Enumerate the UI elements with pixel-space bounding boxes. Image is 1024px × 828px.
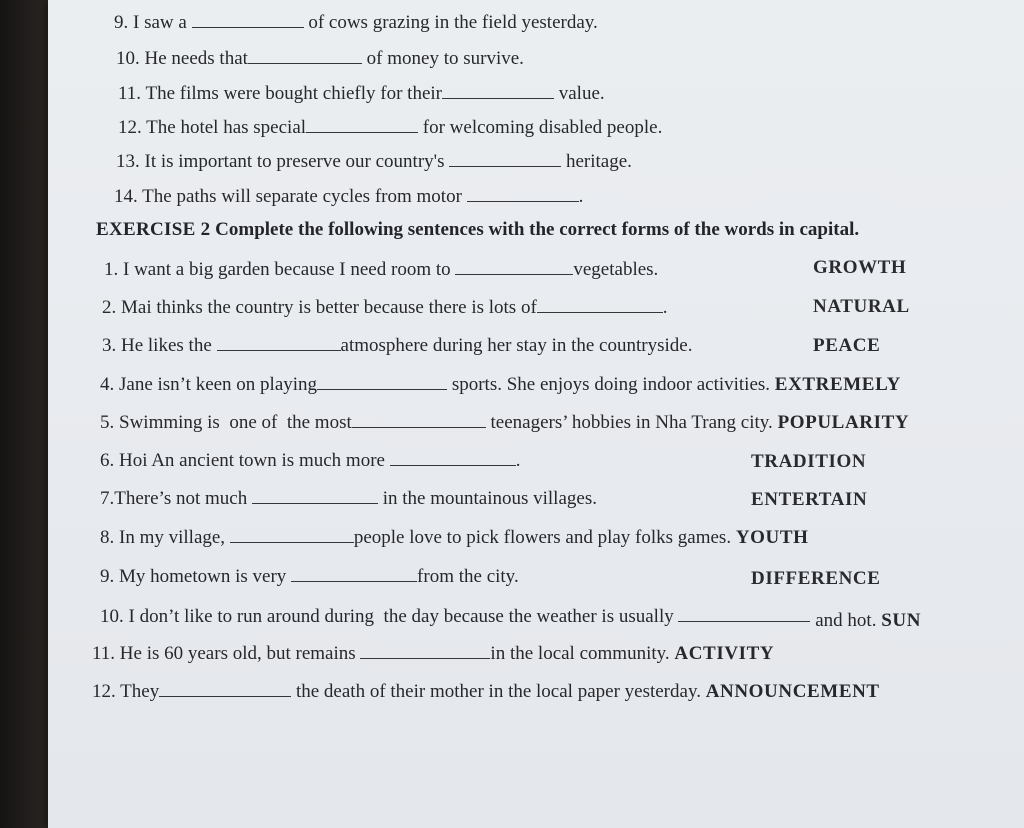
sentence-start: I don’t like to run around during the day because the weather is usually	[128, 606, 674, 627]
sentence-end: .	[515, 450, 521, 471]
ex2-item-11	[92, 641, 774, 665]
answer-blank[interactable]	[317, 372, 447, 390]
sentence-start: He is 60 years old, but remains	[119, 643, 356, 664]
ex1-item-12	[118, 115, 662, 139]
ex2-item-9	[100, 564, 519, 588]
sentence-end: .	[662, 297, 668, 318]
answer-blank[interactable]	[306, 115, 418, 133]
capital-word: ACTIVITY	[674, 643, 775, 664]
answer-blank[interactable]	[252, 486, 378, 504]
sentence-start: Mai thinks the country is better because there is lots of	[121, 297, 537, 318]
capital-word: SUN	[881, 610, 922, 631]
ex2-item-8	[100, 525, 809, 549]
answer-blank[interactable]	[467, 184, 579, 202]
item-number: 10.	[100, 606, 124, 627]
item-number: 9.	[114, 12, 129, 33]
sentence-end: teenagers’ hobbies in Nha Trang city.	[490, 412, 773, 433]
sentence-start: Swimming is one of the most	[119, 412, 352, 433]
sentence-end: vegetables.	[573, 259, 659, 280]
capital-word: DIFFERENCE	[751, 568, 881, 589]
item-number: 13.	[116, 151, 140, 172]
sentence-start: In my village,	[119, 527, 226, 548]
sentence-start: I saw a	[133, 12, 187, 33]
sentence-start: They	[120, 681, 160, 702]
item-number: 12.	[118, 117, 142, 138]
ex1-item-11	[118, 81, 605, 105]
sentence-end: .	[578, 186, 584, 207]
answer-blank[interactable]	[455, 257, 573, 275]
sentence-start: The films were bought chiefly for their	[145, 83, 442, 104]
item-number: 8.	[100, 527, 115, 548]
answer-blank[interactable]	[449, 149, 561, 167]
answer-blank[interactable]	[291, 564, 417, 582]
capital-word: TRADITION	[751, 451, 867, 472]
item-number: 7.	[100, 488, 115, 509]
sentence-end: for welcoming disabled people.	[422, 117, 663, 138]
ex2-item-12	[92, 679, 880, 703]
desk-edge	[0, 0, 52, 828]
sentence-start: It is important to preserve our country's	[144, 151, 445, 172]
capital-word: GROWTH	[813, 257, 907, 278]
sentence-end: heritage.	[565, 151, 632, 172]
capital-word: NATURAL	[813, 296, 910, 317]
item-number: 11.	[92, 643, 116, 664]
capital-word: ENTERTAIN	[751, 489, 868, 510]
item-number: 2.	[102, 297, 117, 318]
sentence-start: The hotel has special	[146, 117, 307, 138]
ex2-item-1	[104, 257, 658, 281]
sentence-end: of money to survive.	[366, 48, 524, 69]
answer-blank[interactable]	[352, 410, 486, 428]
sentence-end: atmosphere during her stay in the countryside.	[340, 335, 693, 356]
answer-blank[interactable]	[230, 525, 354, 543]
ex1-item-10	[116, 46, 524, 70]
sentence-end: the death of their mother in the local paper yesterday.	[295, 681, 701, 702]
item-number: 11.	[118, 83, 142, 104]
exercise-2-heading	[96, 219, 859, 241]
worksheet-page	[48, 0, 1024, 828]
answer-blank[interactable]	[217, 333, 341, 351]
sentence-start: Jane isn’t keen on playing	[119, 374, 318, 395]
capital-word: POPULARITY	[777, 412, 910, 433]
ex1-item-14	[114, 184, 583, 208]
sentence-start: My hometown is very	[119, 566, 287, 587]
sentence-end: in the local community.	[490, 643, 670, 664]
capital-word: YOUTH	[735, 527, 809, 548]
answer-blank[interactable]	[442, 81, 554, 99]
sentence-end: and hot.	[815, 610, 877, 631]
answer-blank[interactable]	[678, 604, 810, 622]
sentence-end: sports. She enjoys doing indoor activities.	[451, 374, 771, 395]
sentence-start: I want a big garden because I need room to	[123, 259, 451, 280]
item-number: 10.	[116, 48, 140, 69]
answer-blank[interactable]	[192, 10, 304, 28]
sentence-start: Hoi An ancient town is much more	[119, 450, 385, 471]
item-number: 1.	[104, 259, 119, 280]
sentence-start: The paths will separate cycles from motor	[142, 186, 462, 207]
answer-blank[interactable]	[360, 641, 490, 659]
item-number: 4.	[100, 374, 115, 395]
sentence-end: in the mountainous villages.	[382, 488, 597, 509]
ex2-item-3	[102, 333, 692, 357]
ex2-item-6	[100, 448, 520, 472]
item-number: 9.	[100, 566, 115, 587]
item-number: 3.	[102, 335, 117, 356]
answer-blank[interactable]	[159, 679, 291, 697]
ex2-item-2	[102, 295, 668, 319]
item-number: 14.	[114, 186, 138, 207]
capital-word: ANNOUNCEMENT	[705, 681, 880, 702]
ex2-item-5	[100, 410, 909, 434]
ex2-item-10	[100, 604, 922, 631]
sentence-start: There’s not much	[114, 488, 248, 509]
item-number: 12.	[92, 681, 116, 702]
ex2-item-4	[100, 372, 901, 396]
sentence-end: from the city.	[417, 566, 519, 587]
capital-word: EXTREMELY	[774, 374, 901, 395]
item-number: 6.	[100, 450, 115, 471]
answer-blank[interactable]	[248, 46, 362, 64]
answer-blank[interactable]	[390, 448, 516, 466]
answer-blank[interactable]	[537, 295, 663, 313]
capital-word: PEACE	[813, 335, 881, 356]
ex1-item-13	[116, 149, 632, 173]
exercise-number: EXERCISE 2	[96, 219, 211, 240]
sentence-start: He needs that	[144, 48, 248, 69]
exercise-instruction: Complete the following sentences with the correct forms of the words in capital.	[215, 219, 860, 240]
sentence-end: people love to pick flowers and play folks games.	[353, 527, 732, 548]
ex2-item-7	[100, 486, 597, 510]
ex1-item-9	[114, 10, 598, 34]
sentence-start: He likes the	[121, 335, 212, 356]
sentence-end: of cows grazing in the field yesterday.	[308, 12, 598, 33]
sentence-end: value.	[558, 83, 605, 104]
item-number: 5.	[100, 412, 115, 433]
